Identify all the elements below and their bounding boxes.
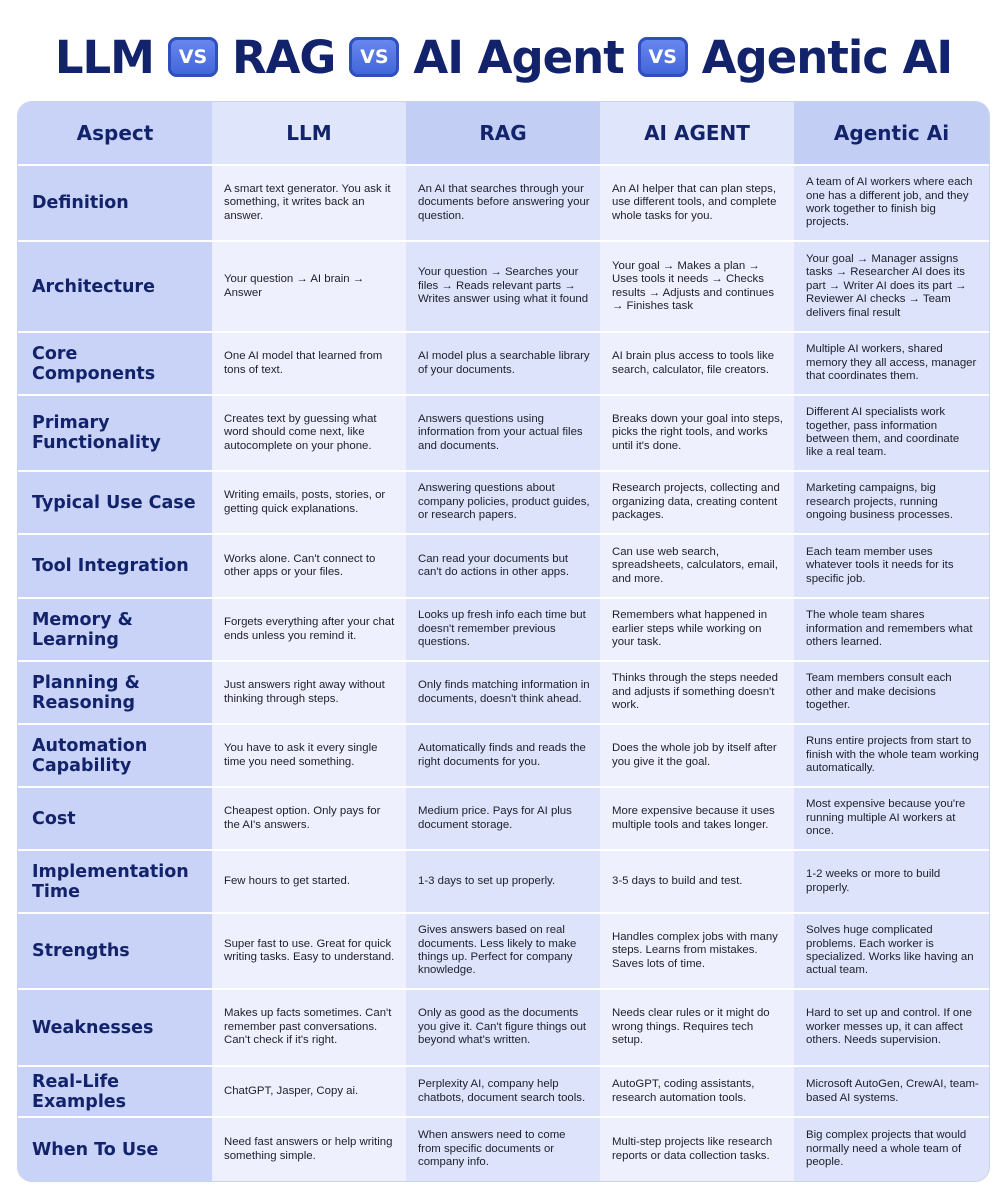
agentic-ai-cell: A team of AI workers where each one has a different job, and they work together to finish big projects. bbox=[794, 165, 989, 241]
rag-cell: AI model plus a searchable library of your documents. bbox=[406, 332, 600, 395]
llm-cell: Forgets everything after your chat ends unless you remind it. bbox=[212, 598, 406, 661]
rag-cell: Automatically finds and reads the right documents for you. bbox=[406, 724, 600, 787]
aspect-cell: Weaknesses bbox=[18, 989, 212, 1066]
aspect-cell: Core Components bbox=[18, 332, 212, 395]
rag-cell: Your question → Searches your files → Reads relevant parts → Writes answer using what it found bbox=[406, 241, 600, 332]
aspect-cell: Memory & Learning bbox=[18, 598, 212, 661]
agentic-ai-cell: Different AI specialists work together, pass information between them, and coordinate like a real team. bbox=[794, 395, 989, 471]
rag-cell: Only finds matching information in documents, doesn't think ahead. bbox=[406, 661, 600, 724]
agentic-ai-cell: Your goal → Manager assigns tasks → Researcher AI does its part → Writer AI does its part → Reviewer AI checks → Team delivers final result bbox=[794, 241, 989, 332]
llm-cell: Super fast to use. Great for quick writing tasks. Easy to understand. bbox=[212, 913, 406, 989]
vs-badge: VS bbox=[638, 37, 688, 77]
llm-cell: Cheapest option. Only pays for the AI's answers. bbox=[212, 787, 406, 850]
rag-cell: An AI that searches through your documents before answering your question. bbox=[406, 165, 600, 241]
agentic-ai-cell: The whole team shares information and remembers what others learned. bbox=[794, 598, 989, 661]
aspect-cell: Real-Life Examples bbox=[18, 1066, 212, 1117]
rag-cell: Only as good as the documents you give it. Can't figure things out beyond what's written. bbox=[406, 989, 600, 1066]
vs-badge: VS bbox=[349, 37, 399, 77]
header-llm: LLM bbox=[212, 102, 406, 165]
aspect-cell: Primary Functionality bbox=[18, 395, 212, 471]
rag-cell: Gives answers based on real documents. Less likely to make things up. Perfect for company knowledge. bbox=[406, 913, 600, 989]
title-agentic-ai: Agentic AI bbox=[701, 30, 953, 84]
agentic-ai-cell: Each team member uses whatever tools it needs for its specific job. bbox=[794, 534, 989, 598]
header-row bbox=[18, 102, 989, 165]
agentic-ai-cell: Multiple AI workers, shared memory they all access, manager that coordinates them. bbox=[794, 332, 989, 395]
llm-cell: One AI model that learned from tons of text. bbox=[212, 332, 406, 395]
table-row bbox=[18, 534, 989, 598]
llm-cell: Just answers right away without thinking through steps. bbox=[212, 661, 406, 724]
header-aspect: Aspect bbox=[18, 102, 212, 165]
table-row bbox=[18, 241, 989, 332]
agentic-ai-cell: Marketing campaigns, big research projects, running ongoing business processes. bbox=[794, 471, 989, 534]
agentic-ai-cell: Solves huge complicated problems. Each worker is specialized. Works like having an actual team. bbox=[794, 913, 989, 989]
aspect-cell: Architecture bbox=[18, 241, 212, 332]
llm-cell: Writing emails, posts, stories, or getting quick explanations. bbox=[212, 471, 406, 534]
table-row bbox=[18, 1066, 989, 1117]
ai-agent-cell: More expensive because it uses multiple tools and takes longer. bbox=[600, 787, 794, 850]
rag-cell: Looks up fresh info each time but doesn't remember previous questions. bbox=[406, 598, 600, 661]
agentic-ai-cell: 1-2 weeks or more to build properly. bbox=[794, 850, 989, 913]
table-row bbox=[18, 395, 989, 471]
rag-cell: Medium price. Pays for AI plus document storage. bbox=[406, 787, 600, 850]
table-row bbox=[18, 787, 989, 850]
rag-cell: Answers questions using information from your actual files and documents. bbox=[406, 395, 600, 471]
ai-agent-cell: Breaks down your goal into steps, picks the right tools, and works until it's done. bbox=[600, 395, 794, 471]
ai-agent-cell: AI brain plus access to tools like search, calculator, file creators. bbox=[600, 332, 794, 395]
page-title bbox=[0, 22, 1007, 92]
ai-agent-cell: An AI helper that can plan steps, use different tools, and complete whole tasks for you. bbox=[600, 165, 794, 241]
llm-cell: Need fast answers or help writing something simple. bbox=[212, 1117, 406, 1181]
table-row bbox=[18, 913, 989, 989]
table-row bbox=[18, 165, 989, 241]
title-ai-agent: AI Agent bbox=[413, 30, 624, 84]
aspect-cell: Tool Integration bbox=[18, 534, 212, 598]
ai-agent-cell: Handles complex jobs with many steps. Learns from mistakes. Saves lots of time. bbox=[600, 913, 794, 989]
ai-agent-cell: 3-5 days to build and test. bbox=[600, 850, 794, 913]
aspect-cell: Planning & Reasoning bbox=[18, 661, 212, 724]
header-ai-agent: AI AGENT bbox=[600, 102, 794, 165]
aspect-cell: Definition bbox=[18, 165, 212, 241]
rag-cell: When answers need to come from specific documents or company info. bbox=[406, 1117, 600, 1181]
rag-cell: Answering questions about company policies, product guides, or research papers. bbox=[406, 471, 600, 534]
comparison-grid bbox=[18, 102, 989, 1181]
llm-cell: Works alone. Can't connect to other apps or your files. bbox=[212, 534, 406, 598]
llm-cell: ChatGPT, Jasper, Copy ai. bbox=[212, 1066, 406, 1117]
ai-agent-cell: Can use web search, spreadsheets, calculators, email, and more. bbox=[600, 534, 794, 598]
rag-cell: Perplexity AI, company help chatbots, document search tools. bbox=[406, 1066, 600, 1117]
agentic-ai-cell: Hard to set up and control. If one worker messes up, it can affect others. Needs supervision. bbox=[794, 989, 989, 1066]
agentic-ai-cell: Most expensive because you're running multiple AI workers at once. bbox=[794, 787, 989, 850]
ai-agent-cell: Thinks through the steps needed and adjusts if something doesn't work. bbox=[600, 661, 794, 724]
comparison-table bbox=[18, 102, 989, 1181]
agentic-ai-cell: Runs entire projects from start to finish with the whole team working automatically. bbox=[794, 724, 989, 787]
ai-agent-cell: Does the whole job by itself after you give it the goal. bbox=[600, 724, 794, 787]
table-row bbox=[18, 850, 989, 913]
llm-cell: Your question → AI brain → Answer bbox=[212, 241, 406, 332]
aspect-cell: Cost bbox=[18, 787, 212, 850]
title-rag: RAG bbox=[231, 30, 336, 84]
llm-cell: You have to ask it every single time you need something. bbox=[212, 724, 406, 787]
aspect-cell: Implementation Time bbox=[18, 850, 212, 913]
vs-badge: VS bbox=[168, 37, 218, 77]
table-row bbox=[18, 724, 989, 787]
ai-agent-cell: Remembers what happened in earlier steps while working on your task. bbox=[600, 598, 794, 661]
ai-agent-cell: AutoGPT, coding assistants, research automation tools. bbox=[600, 1066, 794, 1117]
header-rag: RAG bbox=[406, 102, 600, 165]
title-llm: LLM bbox=[54, 30, 154, 84]
header-agentic-ai: Agentic Ai bbox=[794, 102, 989, 165]
agentic-ai-cell: Microsoft AutoGen, CrewAI, team-based AI systems. bbox=[794, 1066, 989, 1117]
llm-cell: Makes up facts sometimes. Can't remember past conversations. Can't check if it's right. bbox=[212, 989, 406, 1066]
llm-cell: A smart text generator. You ask it something, it writes back an answer. bbox=[212, 165, 406, 241]
table-row bbox=[18, 1117, 989, 1181]
table-row bbox=[18, 661, 989, 724]
ai-agent-cell: Your goal → Makes a plan → Uses tools it needs → Checks results → Adjusts and continues → Finishes task bbox=[600, 241, 794, 332]
ai-agent-cell: Needs clear rules or it might do wrong things. Requires tech setup. bbox=[600, 989, 794, 1066]
aspect-cell: When To Use bbox=[18, 1117, 212, 1181]
aspect-cell: Typical Use Case bbox=[18, 471, 212, 534]
agentic-ai-cell: Big complex projects that would normally need a whole team of people. bbox=[794, 1117, 989, 1181]
llm-cell: Creates text by guessing what word should come next, like autocomplete on your phone. bbox=[212, 395, 406, 471]
agentic-ai-cell: Team members consult each other and make decisions together. bbox=[794, 661, 989, 724]
ai-agent-cell: Multi-step projects like research reports or data collection tasks. bbox=[600, 1117, 794, 1181]
rag-cell: Can read your documents but can't do actions in other apps. bbox=[406, 534, 600, 598]
ai-agent-cell: Research projects, collecting and organizing data, creating content packages. bbox=[600, 471, 794, 534]
table-row bbox=[18, 471, 989, 534]
aspect-cell: Automation Capability bbox=[18, 724, 212, 787]
aspect-cell: Strengths bbox=[18, 913, 212, 989]
table-row bbox=[18, 598, 989, 661]
table-row bbox=[18, 332, 989, 395]
rag-cell: 1-3 days to set up properly. bbox=[406, 850, 600, 913]
table-row bbox=[18, 989, 989, 1066]
llm-cell: Few hours to get started. bbox=[212, 850, 406, 913]
